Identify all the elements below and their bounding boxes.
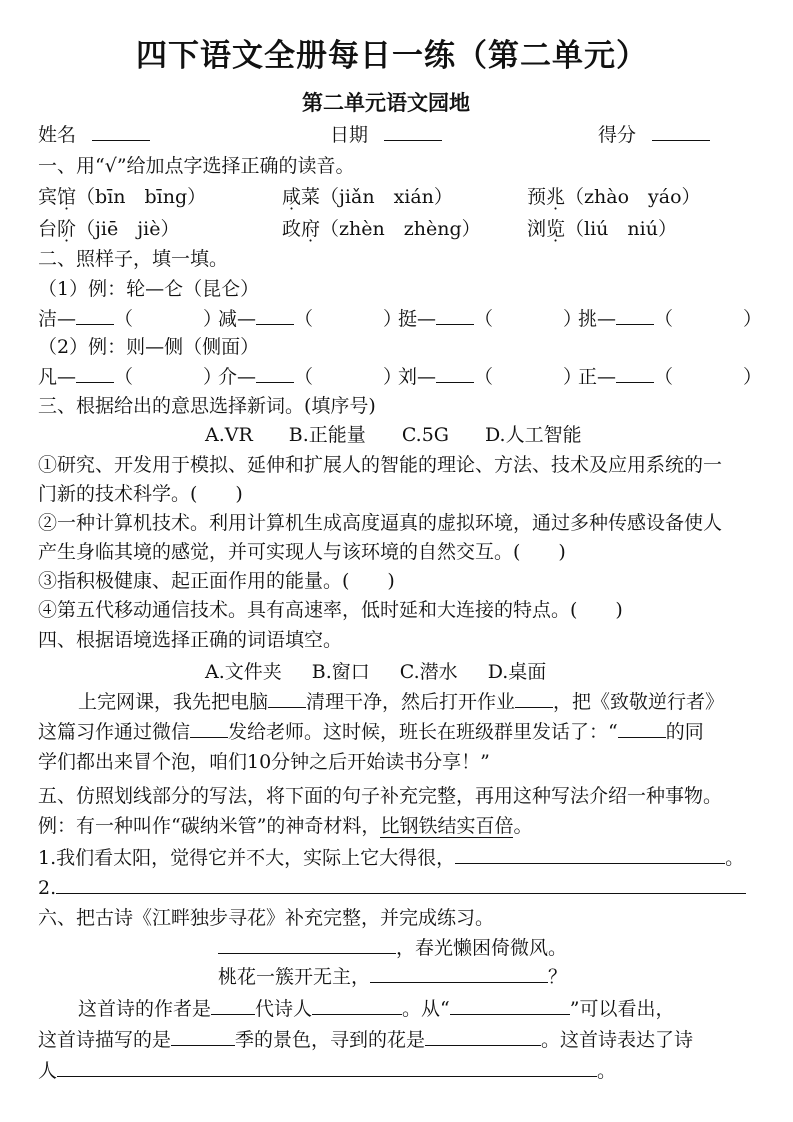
- question-text: ①研究、开发用于模拟、延伸和扩展人的智能的理论、方法、技术及应用系统的一: [38, 454, 723, 476]
- fill-item: [218, 364, 402, 390]
- fill-item: [38, 306, 222, 332]
- pinyin-item: [527, 184, 701, 210]
- poem-blank[interactable]: [370, 964, 548, 983]
- char-prompt: 介—: [218, 366, 257, 388]
- option: D.桌面: [487, 661, 547, 683]
- question-text: 2.: [38, 877, 57, 899]
- paren: （: [654, 366, 674, 388]
- question-text: 产生身临其境的感觉，并可实现人与该环境的自然交互。( ): [38, 541, 566, 563]
- example-text: 。: [513, 815, 533, 837]
- question-line: [78, 996, 674, 1022]
- option: B.窗口: [311, 661, 370, 683]
- dotted-char: 馆: [57, 186, 77, 208]
- example-1: （1）例：轮—仑（昆仑）: [38, 278, 260, 300]
- dotted-char: 阶: [57, 218, 77, 240]
- char: 宾: [38, 186, 58, 208]
- question-text: 。从“: [402, 998, 450, 1020]
- paren: （: [294, 308, 314, 330]
- option: A.文件夹: [205, 661, 282, 683]
- paren: （: [114, 308, 134, 330]
- dotted-char: 览: [546, 218, 566, 240]
- passage-text: 这篇习作通过微信: [38, 721, 191, 743]
- passage-text: 的同: [665, 721, 704, 743]
- question-text: 。: [597, 1060, 617, 1082]
- char: 台: [38, 218, 58, 240]
- pinyin-item: [38, 184, 206, 210]
- option: A.VR: [205, 424, 253, 446]
- paren: （: [474, 366, 494, 388]
- section4-heading: 四、根据语境选择正确的词语填空。: [38, 629, 343, 651]
- char-blank[interactable]: [616, 364, 654, 383]
- char: 政: [282, 218, 302, 240]
- paren: ）: [743, 366, 763, 388]
- section1-heading: 一、用“√”给加点字选择正确的读音。: [38, 155, 355, 177]
- char-blank[interactable]: [256, 364, 294, 383]
- paren: （: [654, 308, 674, 330]
- question-text: 这首诗的作者是: [78, 998, 212, 1020]
- question-text: 代诗人: [255, 998, 313, 1020]
- paren: ）: [563, 366, 583, 388]
- pinyin-choice[interactable]: （jiē jiè）: [76, 218, 180, 240]
- pinyin-item: [527, 216, 677, 242]
- poem-text: ？: [548, 966, 568, 988]
- question-text: 。: [725, 847, 745, 869]
- name-label: 姓名: [38, 124, 77, 146]
- score-label: 得分: [598, 124, 637, 146]
- question-line: [38, 1027, 693, 1053]
- poem-text: ，春光懒困倚微风。: [396, 937, 568, 959]
- char-blank[interactable]: [76, 364, 114, 383]
- date-field: [330, 122, 442, 148]
- date-input[interactable]: [384, 122, 442, 141]
- question-line: [38, 875, 746, 901]
- word-blank[interactable]: [515, 689, 553, 708]
- answer-blank[interactable]: [171, 1027, 235, 1046]
- pinyin-choice[interactable]: （zhèn zhèng）: [320, 218, 481, 240]
- answer-blank[interactable]: [425, 1027, 541, 1046]
- passage-text: 发给老师。这时候，班长在班级群里发话了：“: [228, 721, 618, 743]
- answer-blank[interactable]: [211, 996, 255, 1015]
- word-blank[interactable]: [618, 719, 666, 738]
- page-title: 四下语文全册每日一练（第二单元）: [136, 38, 648, 74]
- options-row: [205, 422, 582, 448]
- answer-blank[interactable]: [56, 875, 746, 894]
- char-prompt: 正—: [578, 366, 617, 388]
- answer-blank[interactable]: [455, 845, 725, 864]
- passage-line: [38, 719, 704, 745]
- example-2: （2）例：则—侧（侧面）: [38, 336, 260, 358]
- underlined-phrase: 比钢铁结实百倍: [380, 815, 514, 837]
- paren: ）: [383, 308, 403, 330]
- option: C.潜水: [399, 661, 458, 683]
- char-blank[interactable]: [436, 364, 474, 383]
- fill-item: [398, 306, 582, 332]
- pinyin-choice[interactable]: （bīn bīng）: [76, 186, 207, 208]
- name-field: [38, 122, 150, 148]
- fill-item: [398, 364, 582, 390]
- paren: ）: [203, 366, 223, 388]
- passage-line: [78, 689, 724, 715]
- answer-blank[interactable]: [57, 1058, 597, 1077]
- score-input[interactable]: [652, 122, 710, 141]
- section3-heading: 三、根据给出的意思选择新词。(填序号): [38, 395, 376, 417]
- section2-heading: 二、照样子，填一填。: [38, 248, 229, 270]
- paren: （: [294, 366, 314, 388]
- pinyin-item: [38, 216, 179, 242]
- pinyin-item: [282, 184, 453, 210]
- fill-item: [578, 306, 762, 332]
- question-text: ④第五代移动通信技术。具有高速率，低时延和大连接的特点。( ): [38, 599, 623, 621]
- word-blank[interactable]: [268, 689, 306, 708]
- char-prompt: 刘—: [398, 366, 437, 388]
- pinyin-choice[interactable]: （liú niú）: [565, 218, 677, 240]
- answer-blank[interactable]: [312, 996, 402, 1015]
- date-label: 日期: [330, 124, 369, 146]
- char-prompt: 挑—: [578, 308, 617, 330]
- option: C.5G: [401, 424, 449, 446]
- option: B.正能量: [288, 424, 366, 446]
- section5-heading: 五、仿照划线部分的写法，将下面的句子补充完整，再用这种写法介绍一种事物。: [38, 785, 723, 807]
- answer-blank[interactable]: [450, 996, 570, 1015]
- paren: ）: [383, 366, 403, 388]
- char-prompt: 凡—: [38, 366, 77, 388]
- score-field: [598, 122, 710, 148]
- paren: ）: [203, 308, 223, 330]
- fill-item: [38, 364, 222, 390]
- page-subtitle: 第二单元语文园地: [302, 90, 470, 115]
- question-text: 这首诗描写的是: [38, 1029, 172, 1051]
- dotted-char: 咸: [282, 186, 302, 208]
- char-blank[interactable]: [616, 306, 654, 325]
- poem-text: 桃花一簇开无主，: [218, 966, 371, 988]
- char-prompt: 洁—: [38, 308, 77, 330]
- pinyin-choice[interactable]: （jiǎn xián）: [320, 186, 453, 208]
- fill-item: [578, 364, 762, 390]
- char: 菜: [301, 186, 321, 208]
- question-line: [38, 1058, 616, 1084]
- question-text: ②一种计算机技术。利用计算机生成高度逼真的虚拟环境，通过多种传感设备使人: [38, 512, 723, 534]
- word-blank[interactable]: [190, 719, 228, 738]
- options-row: [205, 659, 546, 685]
- question-text: 门新的技术科学。( ): [38, 483, 243, 505]
- section6-heading: 六、把古诗《江畔独步寻花》补充完整，并完成练习。: [38, 907, 495, 929]
- poem-line: [218, 964, 567, 990]
- char-prompt: 挺—: [398, 308, 437, 330]
- char-blank[interactable]: [76, 306, 114, 325]
- name-input[interactable]: [92, 122, 150, 141]
- dotted-char: 兆: [546, 186, 566, 208]
- poem-line: [218, 935, 567, 961]
- passage-text: 学们都出来冒个泡，咱们10分钟之后开始读书分享！”: [38, 751, 490, 773]
- passage-text: 上完网课，我先把电脑: [78, 691, 269, 713]
- passage-text: 清理干净，然后打开作业: [306, 691, 516, 713]
- paren: ）: [563, 308, 583, 330]
- char-blank[interactable]: [436, 306, 474, 325]
- question-text: 人: [38, 1060, 58, 1082]
- passage-text: ，把《致敬逆行者》: [553, 691, 725, 713]
- question-line: [38, 845, 744, 871]
- fill-item: [218, 306, 402, 332]
- question-text: 。这首诗表达了诗: [541, 1029, 694, 1051]
- char-prompt: 减—: [218, 308, 257, 330]
- dotted-char: 府: [301, 218, 321, 240]
- pinyin-item: [282, 216, 481, 242]
- option: D.人工智能: [484, 424, 582, 446]
- char-blank[interactable]: [256, 306, 294, 325]
- question-text: 1.我们看太阳，觉得它并不大，实际上它大得很，: [38, 847, 456, 869]
- paren: ）: [743, 308, 763, 330]
- question-text: 季的景色，寻到的花是: [235, 1029, 426, 1051]
- question-text: ③指积极健康、起正面作用的能量。( ): [38, 570, 395, 592]
- example-text: 例：有一种叫作“碳纳米管”的神奇材料，: [38, 815, 381, 837]
- paren: （: [114, 366, 134, 388]
- char: 浏: [527, 218, 547, 240]
- char: 预: [527, 186, 547, 208]
- poem-blank[interactable]: [218, 935, 396, 954]
- question-text: ”可以看出，: [569, 998, 675, 1020]
- pinyin-choice[interactable]: （zhào yáo）: [565, 186, 701, 208]
- example-sentence: [38, 813, 532, 839]
- paren: （: [474, 308, 494, 330]
